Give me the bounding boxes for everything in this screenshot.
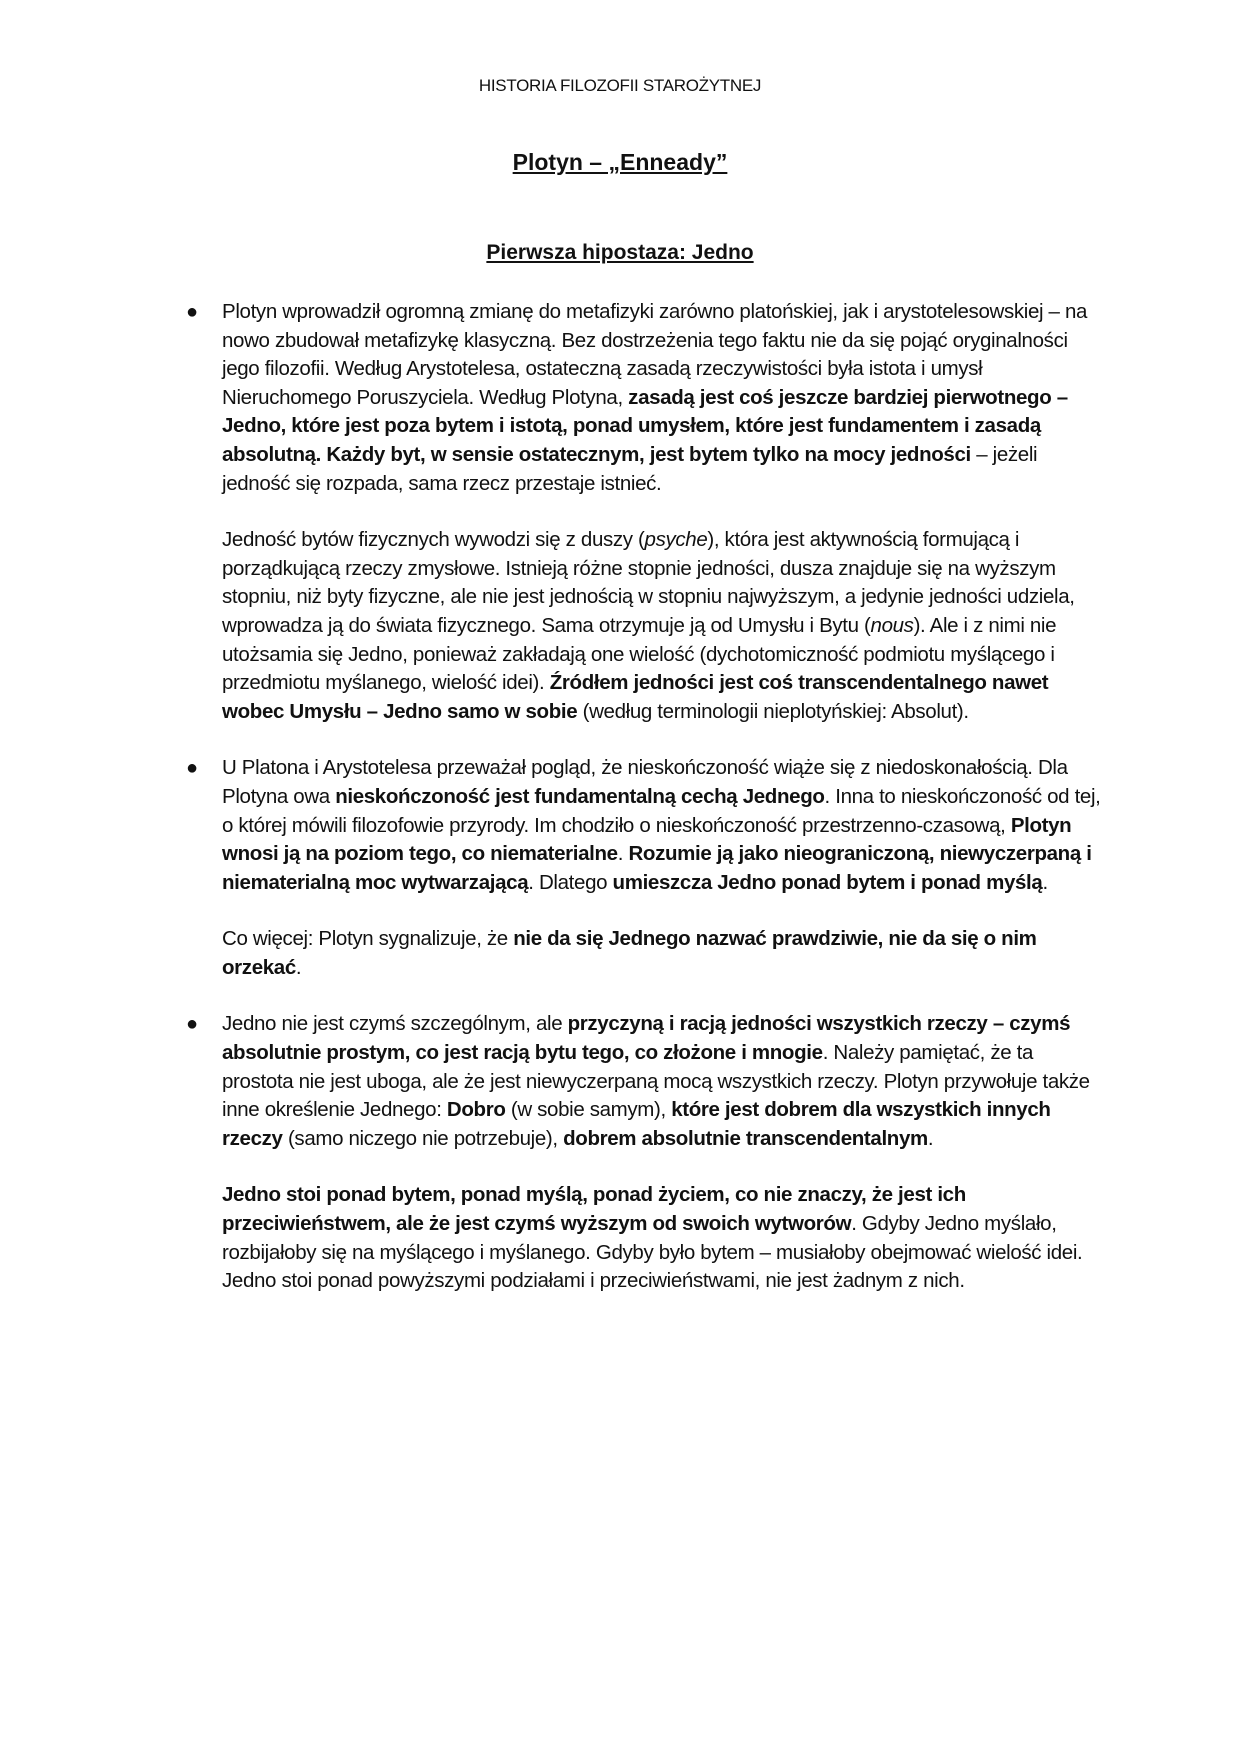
italic-run: psyche <box>644 528 708 552</box>
paragraph-3 <box>186 754 1102 897</box>
text-run: . Dlatego <box>528 870 613 894</box>
bold-run: Źródłem jedności jest coś transcendentalnego nawet wobec Umysłu – Jedno samo w sobie <box>222 671 1049 723</box>
paragraph-4 <box>222 925 1102 982</box>
bold-run: dobrem absolutnie transcendentalnym <box>563 1126 928 1150</box>
paragraph-6 <box>222 1181 1102 1295</box>
text-run: Plotyn wprowadził ogromną zmianę do metafizyki zarówno platońskiej, jak i arystotelesowskiej – na nowo zbudował metafizykę klasyczną. Bez dostrzeżenia tego faktu nie da się pojąć oryginalności jego filozofii. Według Arystotelesa, ostateczną zasadą rzeczywistości była istota i umysł Nieruchomego Poruszyciela. Według Plotyna, <box>222 300 1088 409</box>
text-run: (samo niczego nie potrzebuje), <box>282 1126 564 1150</box>
bold-run: Jedno stoi ponad bytem, ponad myślą, ponad życiem, co nie znaczy, że jest ich przeciwieństwem, ale że jest czymś wyższym od swoich wytworów <box>222 1183 966 1236</box>
italic-run: nous <box>870 613 914 637</box>
bold-run: umieszcza Jedno ponad bytem i ponad myślą <box>612 870 1043 894</box>
text-run: ), która jest aktywnością formującą i porządkującą rzeczy zmysłowe. Istnieją różne stopnie jedności, dusza znajduje się na wyższym stopniu, niż byty fizyczne, ale nie jest jednością w stopniu najwyższym, a jedynie jedności udziela, wprowadza ją do świata fizycznego. Sama otrzymuje ją od Umysłu i Bytu ( <box>222 528 1075 637</box>
bold-run: Dobro <box>446 1098 506 1122</box>
text-run: . Gdyby Jedno myślało, rozbijałoby się na myślącego i myślanego. Gdyby było bytem – musiałoby obejmować wielość idei. Jedno stoi ponad powyższymi podziałami i przeciwieństwami, nie jest żadnym z nich. <box>222 1212 1083 1293</box>
text-run: Jedność bytów fizycznych wywodzi się z duszy ( <box>222 528 645 552</box>
paragraph-1 <box>186 298 1102 498</box>
bold-run: zasadą jest coś jeszcze bardziej pierwotnego – Jedno, które jest poza bytem i istotą, ponad umysłem, które jest fundamentem i zasadą absolutną. Każdy byt, w sensie ostatecznym, jest bytem tylko na mocy jedności <box>222 385 1068 466</box>
bullet-icon: ● <box>186 1013 198 1036</box>
section-title: Pierwsza hipostaza: Jedno <box>486 241 754 264</box>
bold-run: które jest dobrem dla wszystkich innych rzeczy <box>222 1098 1051 1150</box>
text-run: . <box>927 1126 934 1150</box>
text-run: . <box>295 955 302 979</box>
bullet-icon: ● <box>186 757 198 780</box>
paragraph-5 <box>186 1010 1102 1153</box>
paragraph-2 <box>222 526 1102 726</box>
text-run: Jedno nie jest czymś szczególnym, ale <box>222 1012 568 1036</box>
bold-run: nie da się Jednego nazwać prawdziwie, nie da się o nim orzekać <box>222 927 1037 979</box>
text-run: (w sobie samym), <box>505 1098 672 1122</box>
text-run: Co więcej: Plotyn sygnalizuje, że <box>222 927 514 951</box>
text-run: . <box>1042 870 1048 894</box>
running-header: HISTORIA FILOZOFII STAROŻYTNEJ <box>478 76 762 95</box>
text-run: . Inna to nieskończoność od tej, o której mówili filozofowie przyrody. Im chodziło o nieskończoność przestrzenno-czasową, <box>222 784 1101 837</box>
text-run: – jeżeli jedność się rozpada, sama rzecz przestaje istnieć. <box>222 442 1038 495</box>
bold-run: przyczyną i racją jedności wszystkich rzeczy – czymś absolutnie prostym, co jest racją bytu tego, co złożone i mnogie <box>222 1012 1071 1065</box>
document-body <box>186 298 1102 1324</box>
bullet-icon: ● <box>186 301 198 323</box>
bold-run: Plotyn wnosi ją na poziom tego, co niematerialne <box>222 813 1072 866</box>
bold-run: Rozumie ją jako nieograniczoną, niewyczerpaną i niematerialną moc wytwarzającą <box>222 842 1092 894</box>
text-run: (według terminologii nieplotyńskiej: Absolut). <box>577 699 969 723</box>
text-run: . Należy pamiętać, że ta prostota nie jest uboga, ale że jest niewyczerpaną mocą wszystkich rzeczy. Plotyn przywołuje także inne określenie Jednego: <box>222 1041 1090 1122</box>
text-run: ). Ale i z nimi nie utożsamia się Jedno, ponieważ zakładają one wielość (dychotomiczność podmiotu myślącego i przedmiotu myślanego, wielość idei). <box>222 613 1057 695</box>
text-run: U Platona i Arystotelesa przeważał pogląd, że nieskończoność wiąże się z niedoskonałością. Dla Plotyna owa <box>222 756 1068 808</box>
bold-run: nieskończoność jest fundamentalną cechą Jednego <box>335 784 825 808</box>
text-run: . <box>617 842 629 866</box>
document-title: Plotyn – „Enneady” <box>512 149 728 175</box>
